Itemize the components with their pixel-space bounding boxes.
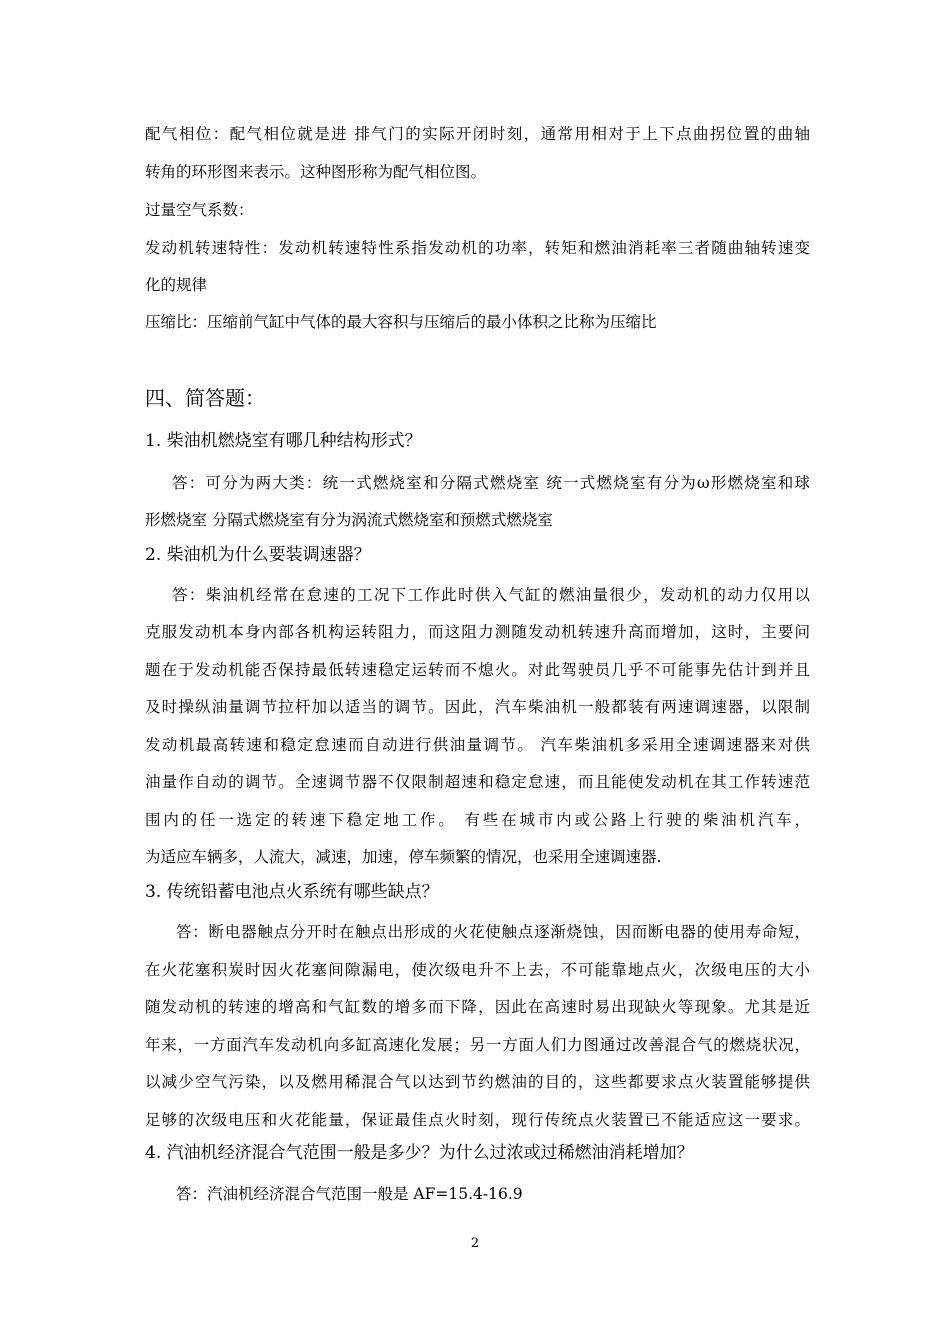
section-title: 四、简答题：: [145, 386, 265, 410]
answer-line: 及时操纵油量调节拉杆加以适当的调节。因此，汽车柴油机一般都装有两速调速器，以限制: [145, 698, 810, 716]
answer-line: 题在于发动机能否保持最低转速稳定运转而不熄火。对此驾驶员几乎不可能事先估计到并且: [145, 661, 810, 679]
question-heading: 2. 柴油机为什么要装调速器？: [145, 545, 371, 565]
definition-line: 配气相位：配气相位就是进 排气门的实际开闭时刻，通常用相对于上下点曲拐位置的曲轴: [145, 125, 810, 143]
answer-line: 随发动机的转速的增高和气缸数的增多而下降，因此在高速时易出现缺火等现象。尤其是近: [145, 998, 810, 1016]
answer-line: 围内的任一选定的转速下稳定地工作。 有些在城市内或公路上行驶的柴油机汽车，: [145, 811, 810, 829]
page-number: 2: [470, 1236, 480, 1251]
answer-line: 形燃烧室 分隔式燃烧室有分为涡流式燃烧室和预燃式燃烧室: [145, 511, 553, 529]
question-heading: 3. 传统铅蓄电池点火系统有哪些缺点？: [145, 882, 439, 902]
answer-line: 在火花塞积炭时因火花塞间隙漏电，使次级电升不上去，不可能靠地点火，次级电压的大小: [145, 961, 810, 979]
definition-line: 转角的环形图来表示。这种图形称为配气相位图。: [145, 163, 487, 181]
answer-line: 克服发动机本身内部各机构运转阻力，而这阻力测随发动机转速升高而增加，这时，主要问: [145, 623, 810, 641]
definition-line: 化的规律: [145, 276, 208, 294]
answer-line: 以减少空气污染，以及燃用稀混合气以达到节约燃油的目的，这些都要求点火装置能够提供: [145, 1073, 810, 1091]
definition-line: 发动机转速特性：发动机转速特性系指发动机的功率，转矩和燃油消耗率三者随曲轴转速变: [145, 239, 810, 257]
question-heading: 4. 汽油机经济混合气范围一般是多少？为什么过浓或过稀燃油消耗增加？: [145, 1143, 694, 1163]
answer-line: 为适应车辆多，人流大，减速，加速，停车频繁的情况，也采用全速调速器.: [145, 848, 662, 866]
answer-line: 答：断电器触点分开时在触点出形成的火花使触点逐渐烧蚀，因而断电器的使用寿命短，: [176, 923, 810, 941]
answer-line: 油量作自动的调节。全速调节器不仅限制超速和稳定怠速，而且能使发动机在其工作转速范: [145, 773, 810, 791]
answer-line: 足够的次级电压和火花能量，保证最佳点火时刻，现行传统点火装置已不能适应这一要求。: [145, 1111, 810, 1129]
question-heading: 1. 柴油机燃烧室有哪几种结构形式？: [145, 431, 422, 451]
answer-line: 答：可分为两大类：统一式燃烧室和分隔式燃烧室 统一式燃烧室有分为ω形燃烧室和球: [172, 474, 810, 492]
definition-line: 过量空气系数：: [145, 201, 254, 219]
answer-line: 发动机最高转速和稳定怠速而自动进行供油量调节。 汽车柴油机多采用全速调速器来对供: [145, 736, 810, 754]
answer-line: 答：汽油机经济混合气范围一般是 AF=15.4-16.9: [176, 1185, 523, 1203]
definition-line: 压缩比：压缩前气缸中气体的最大容积与压缩后的最小体积之比称为压缩比: [145, 313, 657, 331]
answer-line: 年来，一方面汽车发动机向多缸高速化发展；另一方面人们力图通过改善混合气的燃烧状况，: [145, 1036, 810, 1054]
answer-line: 答：柴油机经常在怠速的工况下工作此时供入气缸的燃油量很少，发动机的动力仅用以: [172, 586, 810, 604]
